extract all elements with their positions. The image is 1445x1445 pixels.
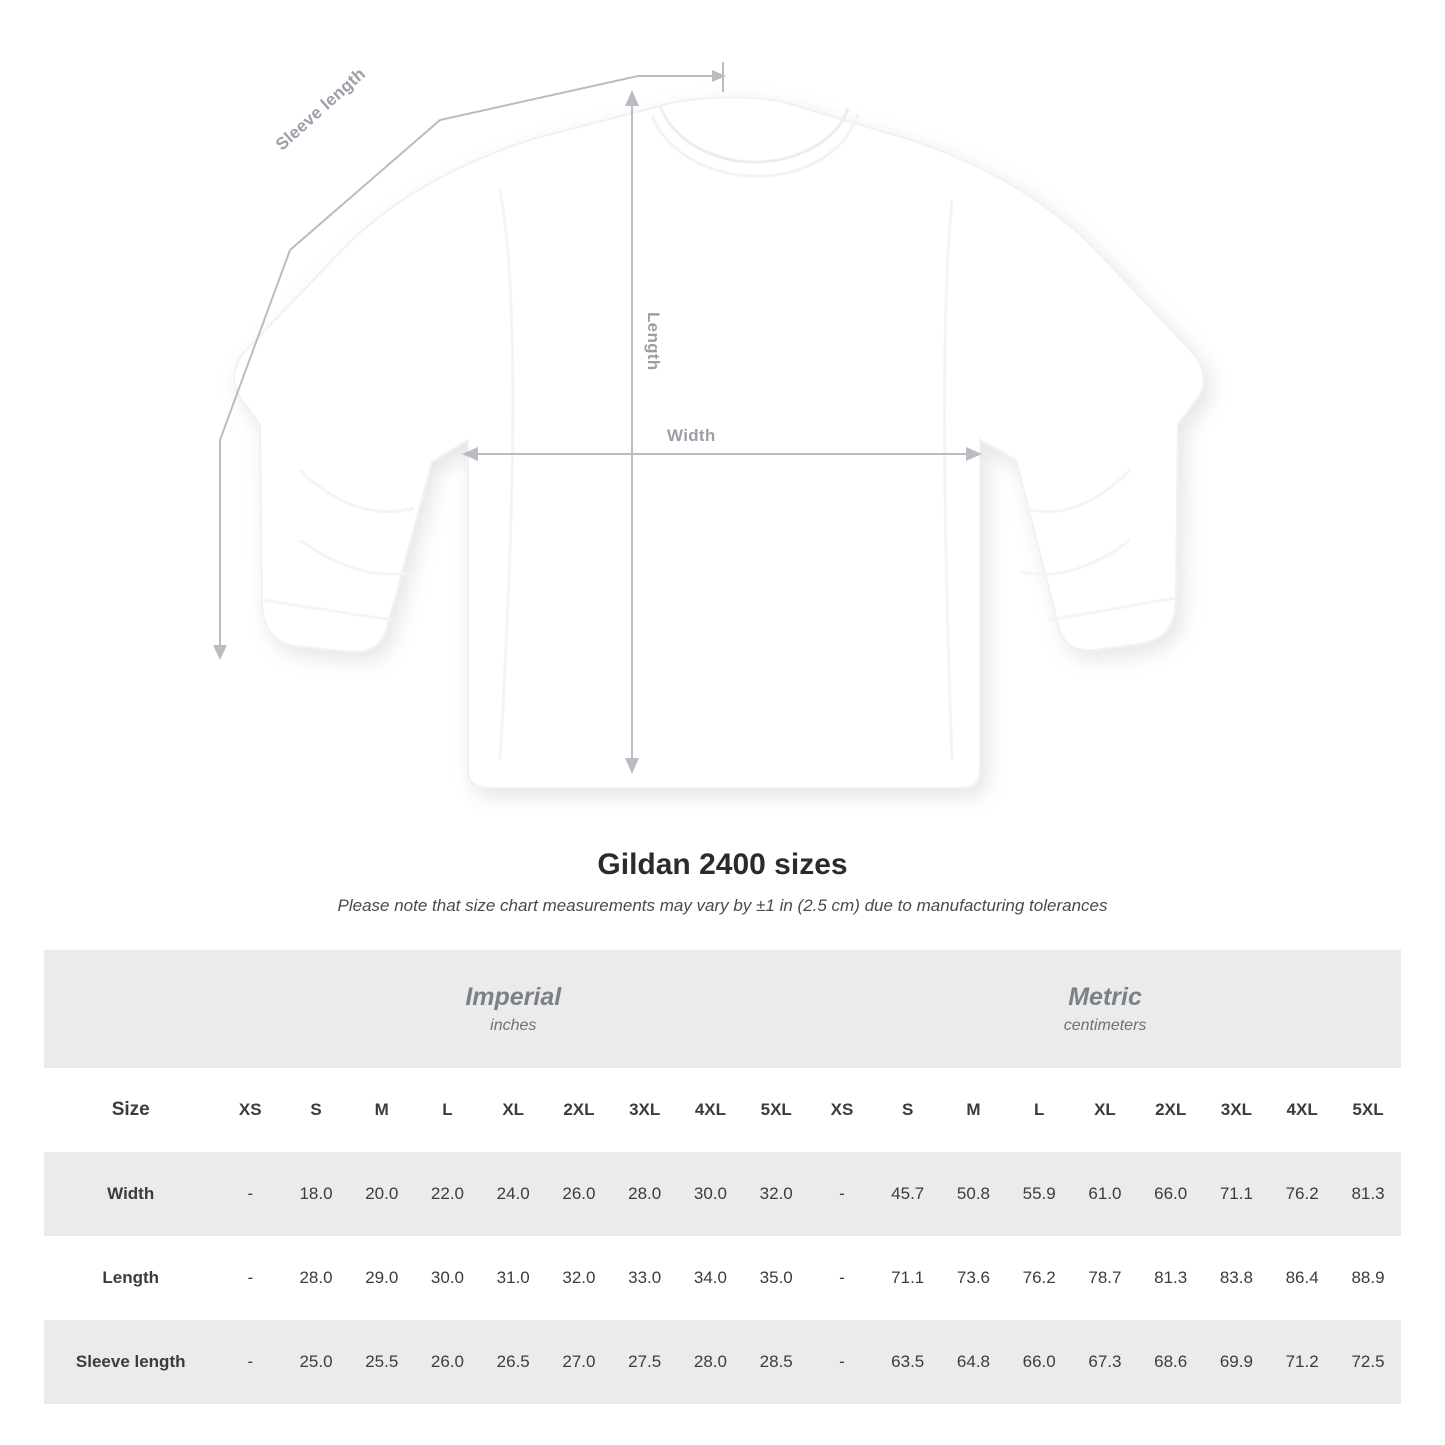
table-cell: - bbox=[809, 1236, 875, 1320]
table-cell: 50.8 bbox=[941, 1152, 1007, 1236]
table-cell: - bbox=[217, 1236, 283, 1320]
table-cell: 68.6 bbox=[1138, 1320, 1204, 1404]
table-cell: 35.0 bbox=[743, 1236, 809, 1320]
table-cell: 28.0 bbox=[283, 1236, 349, 1320]
table-cell: 76.2 bbox=[1006, 1236, 1072, 1320]
table-cell: 55.9 bbox=[1006, 1152, 1072, 1236]
table-row bbox=[44, 1320, 1401, 1404]
table-cell: - bbox=[217, 1320, 283, 1404]
table-cell: 31.0 bbox=[480, 1236, 546, 1320]
unit-group-metric-sub: centimeters bbox=[1063, 1017, 1147, 1035]
size-header-cell: XS bbox=[809, 1068, 875, 1152]
table-cell: 25.0 bbox=[283, 1320, 349, 1404]
table-row bbox=[44, 1236, 1401, 1320]
table-cell: - bbox=[809, 1320, 875, 1404]
table-cell: 45.7 bbox=[875, 1152, 941, 1236]
size-header-cell: 2XL bbox=[546, 1068, 612, 1152]
table-cell: 28.0 bbox=[678, 1320, 744, 1404]
size-header-cell: XL bbox=[480, 1068, 546, 1152]
table-cell: 67.3 bbox=[1072, 1320, 1138, 1404]
table-cell: 33.0 bbox=[612, 1236, 678, 1320]
table-cell: 32.0 bbox=[546, 1236, 612, 1320]
table-cell: 88.9 bbox=[1335, 1236, 1401, 1320]
table-cell: 26.0 bbox=[415, 1320, 481, 1404]
table-cell: 72.5 bbox=[1335, 1320, 1401, 1404]
table-cell: 71.1 bbox=[1204, 1152, 1270, 1236]
unit-group-imperial bbox=[217, 950, 809, 1068]
table-cell: 83.8 bbox=[1204, 1236, 1270, 1320]
width-label: Width bbox=[667, 426, 716, 445]
size-header-cell: 5XL bbox=[1335, 1068, 1401, 1152]
table-cell: 28.5 bbox=[743, 1320, 809, 1404]
table-cell: - bbox=[217, 1152, 283, 1236]
unit-group-spacer bbox=[44, 950, 217, 1068]
size-header-cell: 3XL bbox=[1204, 1068, 1270, 1152]
unit-group-row bbox=[44, 950, 1401, 1068]
table-cell: 24.0 bbox=[480, 1152, 546, 1236]
unit-group-imperial-sub: inches bbox=[490, 1017, 537, 1035]
table-cell: 81.3 bbox=[1138, 1236, 1204, 1320]
table-cell: 27.0 bbox=[546, 1320, 612, 1404]
size-header-label: Size bbox=[44, 1068, 217, 1152]
table-cell: 61.0 bbox=[1072, 1152, 1138, 1236]
table-cell: 28.0 bbox=[612, 1152, 678, 1236]
table-cell: 69.9 bbox=[1204, 1320, 1270, 1404]
length-label: Length bbox=[644, 312, 663, 371]
unit-group-metric-title: Metric bbox=[1068, 982, 1142, 1011]
table-cell: 27.5 bbox=[612, 1320, 678, 1404]
size-table bbox=[44, 950, 1401, 1404]
row-label-length: Length bbox=[44, 1236, 217, 1320]
row-label-width: Width bbox=[44, 1152, 217, 1236]
size-header-cell: XL bbox=[1072, 1068, 1138, 1152]
size-header-cell: M bbox=[349, 1068, 415, 1152]
size-header-cell: 4XL bbox=[1269, 1068, 1335, 1152]
table-row bbox=[44, 1152, 1401, 1236]
size-header-cell: 4XL bbox=[678, 1068, 744, 1152]
table-cell: 78.7 bbox=[1072, 1236, 1138, 1320]
size-table-wrap bbox=[44, 950, 1401, 1404]
table-cell: 26.0 bbox=[546, 1152, 612, 1236]
unit-group-imperial-title: Imperial bbox=[465, 982, 562, 1011]
size-header-cell: M bbox=[941, 1068, 1007, 1152]
unit-group-metric bbox=[809, 950, 1401, 1068]
size-header-cell: 3XL bbox=[612, 1068, 678, 1152]
size-header-cell: L bbox=[415, 1068, 481, 1152]
table-cell: 30.0 bbox=[415, 1236, 481, 1320]
table-cell: 26.5 bbox=[480, 1320, 546, 1404]
table-cell: 86.4 bbox=[1269, 1236, 1335, 1320]
table-cell: 63.5 bbox=[875, 1320, 941, 1404]
table-cell: 73.6 bbox=[941, 1236, 1007, 1320]
table-cell: - bbox=[809, 1152, 875, 1236]
table-cell: 71.2 bbox=[1269, 1320, 1335, 1404]
table-cell: 71.1 bbox=[875, 1236, 941, 1320]
title-block bbox=[0, 848, 1445, 916]
table-cell: 76.2 bbox=[1269, 1152, 1335, 1236]
size-header-cell: XS bbox=[217, 1068, 283, 1152]
table-cell: 32.0 bbox=[743, 1152, 809, 1236]
table-cell: 64.8 bbox=[941, 1320, 1007, 1404]
tolerance-note: Please note that size chart measurements may vary by ±1 in (2.5 cm) due to manufacturing tolerances bbox=[337, 896, 1108, 915]
table-cell: 30.0 bbox=[678, 1152, 744, 1236]
table-cell: 22.0 bbox=[415, 1152, 481, 1236]
table-cell: 66.0 bbox=[1006, 1320, 1072, 1404]
size-header-cell: L bbox=[1006, 1068, 1072, 1152]
page-title: Gildan 2400 sizes bbox=[597, 848, 848, 881]
size-header-cell: 2XL bbox=[1138, 1068, 1204, 1152]
row-label-sleeve-length: Sleeve length bbox=[44, 1320, 217, 1404]
sleeve-length-label: Sleeve length bbox=[272, 64, 370, 155]
table-cell: 66.0 bbox=[1138, 1152, 1204, 1236]
table-cell: 34.0 bbox=[678, 1236, 744, 1320]
table-cell: 25.5 bbox=[349, 1320, 415, 1404]
table-cell: 81.3 bbox=[1335, 1152, 1401, 1236]
size-header-row bbox=[44, 1068, 1401, 1152]
size-header-cell: 5XL bbox=[743, 1068, 809, 1152]
table-cell: 18.0 bbox=[283, 1152, 349, 1236]
table-cell: 29.0 bbox=[349, 1236, 415, 1320]
size-header-cell: S bbox=[283, 1068, 349, 1152]
size-header-cell: S bbox=[875, 1068, 941, 1152]
table-cell: 20.0 bbox=[349, 1152, 415, 1236]
